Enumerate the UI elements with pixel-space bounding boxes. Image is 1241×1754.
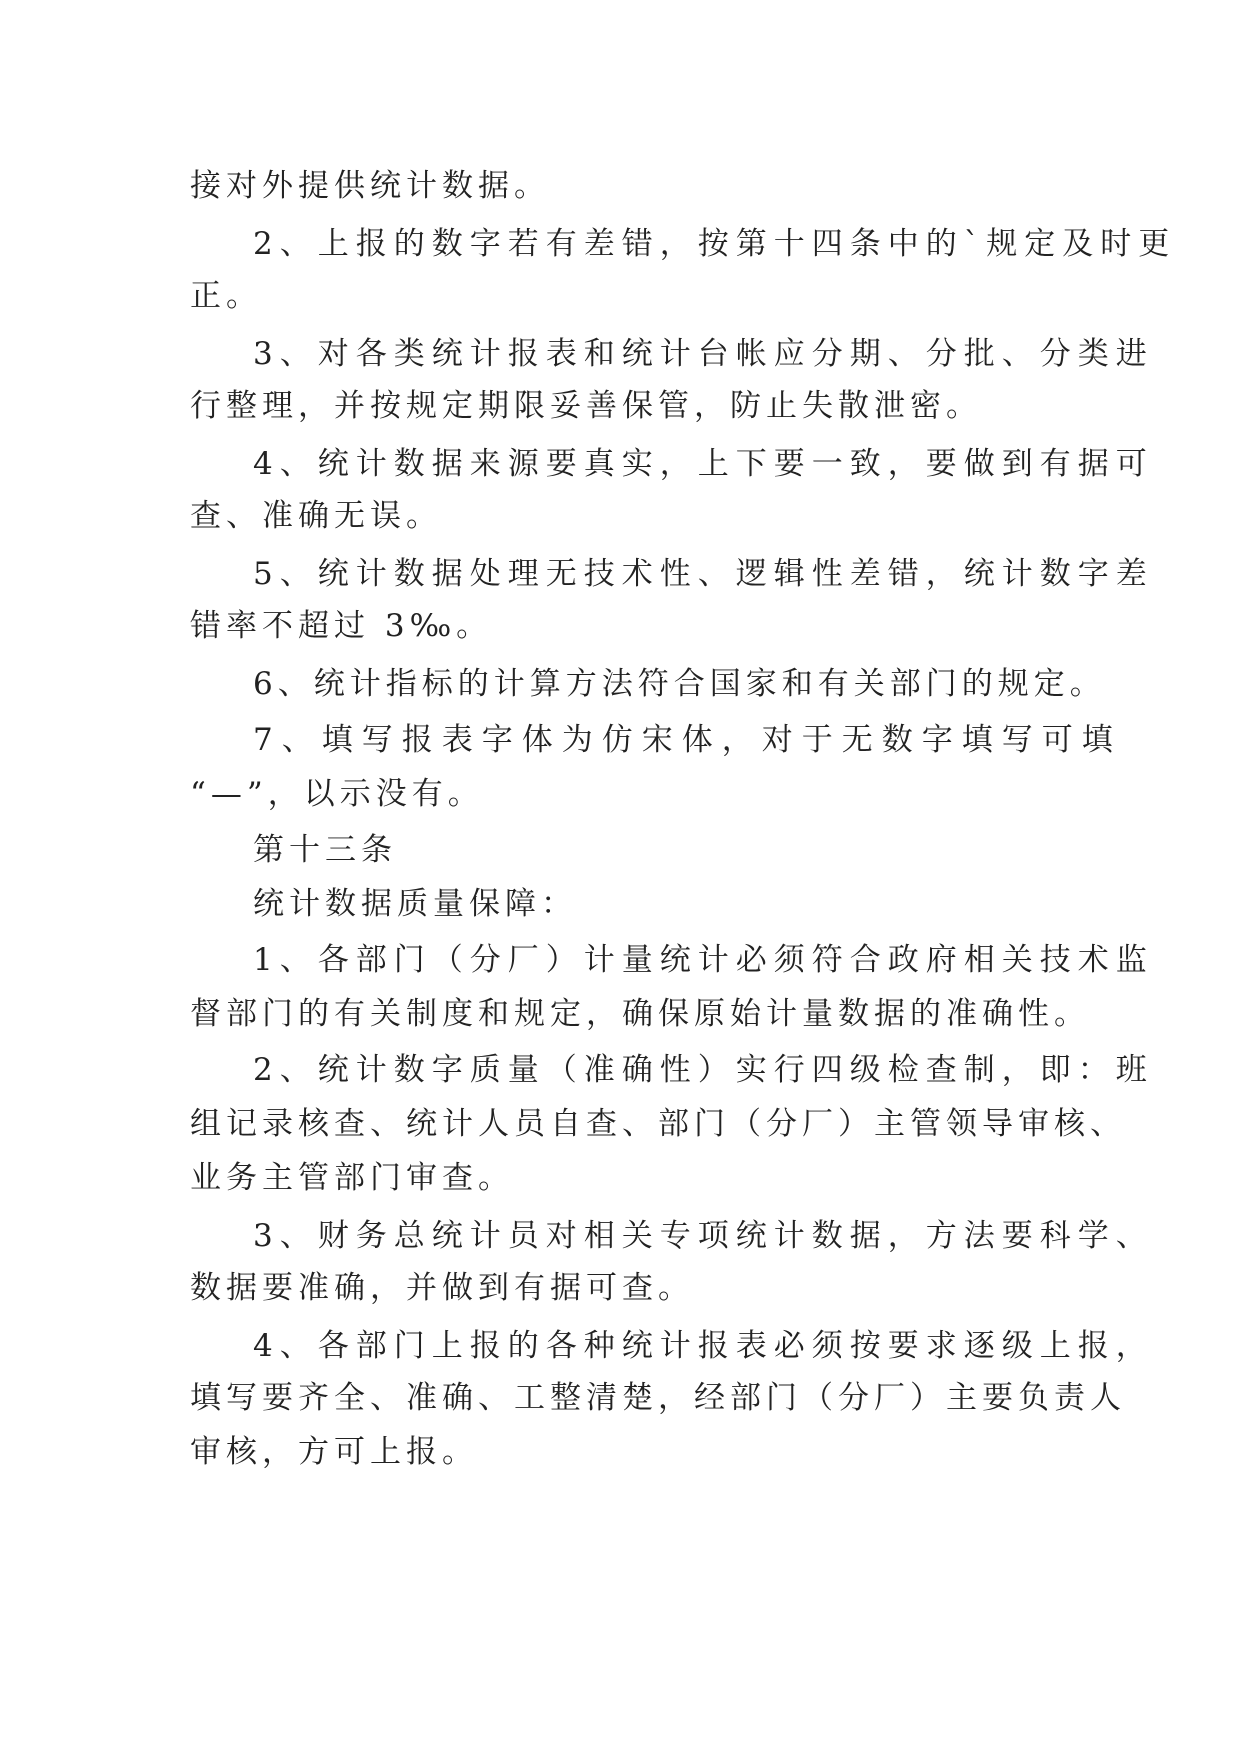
text-line-24: 审核，方可上报。 [190, 1434, 478, 1470]
text-line-12: “—”，以示没有。 [190, 776, 484, 812]
text-line-10: 6、统计指标的计算方法符合国家和有关部门的规定。 [253, 666, 1106, 702]
text-line-7: 查、准确无误。 [190, 498, 442, 534]
text-line-3: 正。 [190, 278, 262, 314]
text-line-17: 2、统计数字质量（准确性）实行四级检查制，即：班 [253, 1052, 1154, 1088]
text-line-20: 3、财务总统计员对相关专项统计数据，方法要科学、 [253, 1218, 1154, 1254]
text-line-8: 5、统计数据处理无技术性、逻辑性差错，统计数字差 [253, 556, 1154, 592]
text-line-18: 组记录核查、统计人员自查、部门（分厂）主管领导审核、 [190, 1106, 1126, 1142]
text-line-5: 行整理，并按规定期限妥善保管，防止失散泄密。 [190, 388, 982, 424]
text-line-2: 2、上报的数字若有差错，按第十四条中的`规定及时更 [253, 226, 1177, 262]
text-line-1: 接对外提供统计数据。 [190, 168, 550, 204]
text-line-9: 错率不超过 3‰。 [190, 608, 493, 644]
text-line-16: 督部门的有关制度和规定，确保原始计量数据的准确性。 [190, 996, 1090, 1032]
section-heading: 第十三条 [253, 832, 397, 868]
text-line-19: 业务主管部门审查。 [190, 1160, 514, 1196]
text-line-14: 统计数据质量保障： [253, 886, 577, 922]
text-line-4: 3、对各类统计报表和统计台帐应分期、分批、分类进 [253, 336, 1154, 372]
text-line-6: 4、统计数据来源要真实，上下要一致，要做到有据可 [253, 446, 1154, 482]
text-line-21: 数据要准确，并做到有据可查。 [190, 1270, 694, 1306]
text-line-22: 4、各部门上报的各种统计报表必须按要求逐级上报， [253, 1328, 1154, 1364]
text-line-11: 7、填写报表字体为仿宋体，对于无数字填写可填 [253, 722, 1122, 758]
text-line-23: 填写要齐全、准确、工整清楚，经部门（分厂）主要负责人 [190, 1380, 1126, 1416]
text-line-15: 1、各部门（分厂）计量统计必须符合政府相关技术监 [253, 942, 1154, 978]
